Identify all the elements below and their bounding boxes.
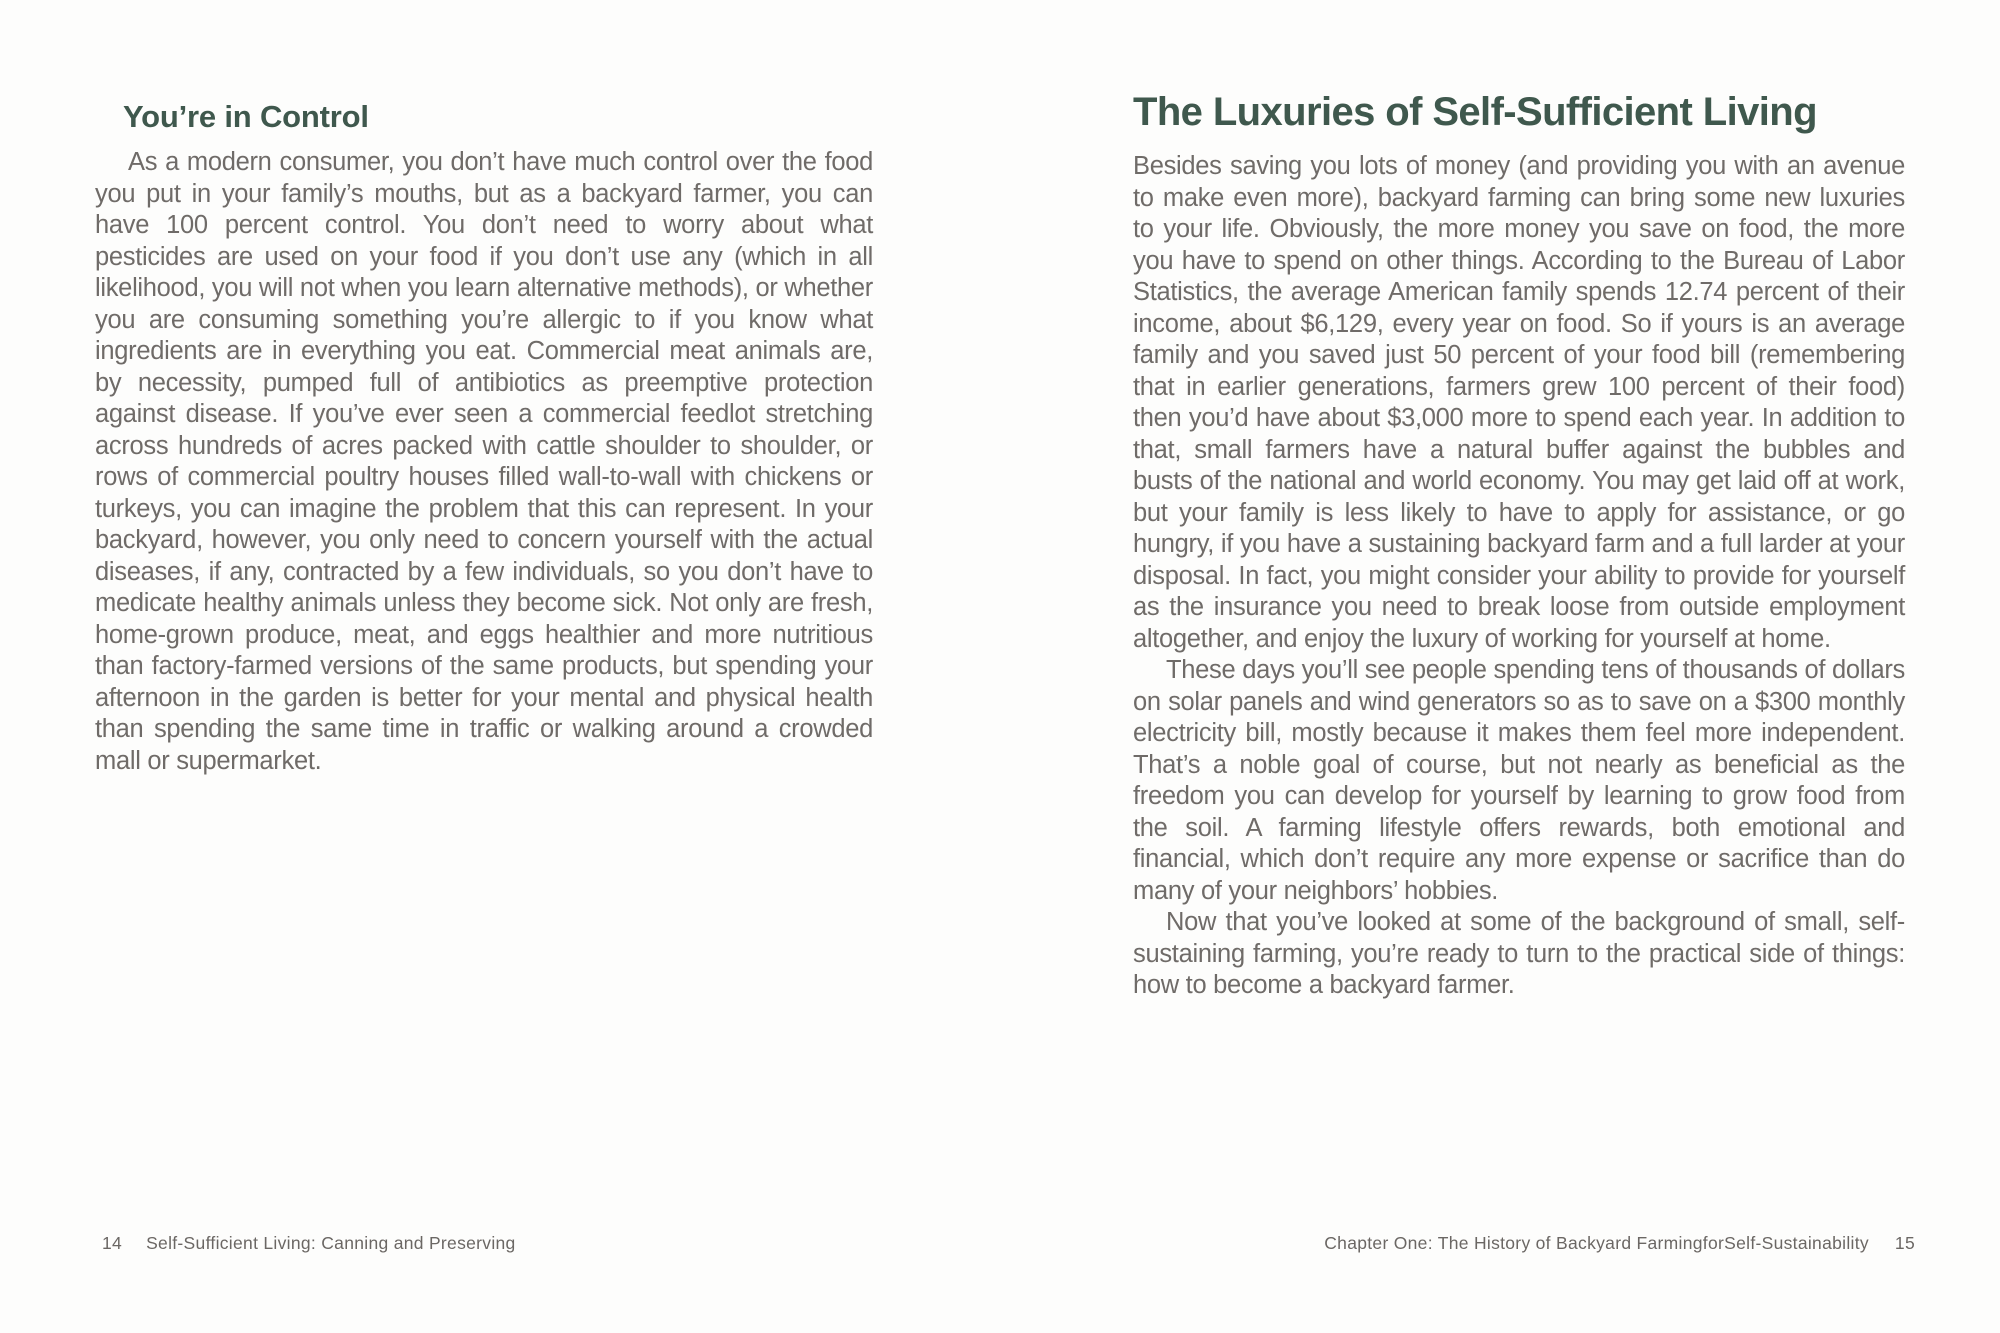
- running-footer-title: Chapter One: The History of Backyard FarmingforSelf-Sustainability: [1324, 1233, 1869, 1253]
- chapter-heading: The Luxuries of Self-Sufficient Living: [1133, 90, 1817, 134]
- body-paragraph: As a modern consumer, you don’t have much control over the food you put in your family’s mouths, but as a backyard farmer, you can have 100 percent control. You don’t need to worry about what pesticides are used on your food if you don’t use any (which in all likelihood, you will not when you learn alternative methods), or whether you are consuming something you’re allergic to if you know what ingredients are in everything you eat. Commercial meat animals are, by necessity, pumped full of antibiotics as preemptive protection against disease. If you’ve ever seen a commercial feedlot stretching across hundreds of acres packed with cattle shoulder to shoulder, or rows of commercial poultry houses filled wall-to-wall with chickens or turkeys, you can imagine the problem that this can represent. In your backyard, however, you only need to concern yourself with the actual diseases, if any, contracted by a few individuals, so you don’t have to medicate healthy animals unless they become sick. Not only are fresh, home-grown produce, meat, and eggs healthier and more nutritious than factory-farmed versions of the same products, but spending your afternoon in the garden is better for your mental and physical health than spending the same time in traffic or walking around a crowded mall or supermarket.: [95, 148, 873, 775]
- left-page-footer: [102, 1233, 516, 1254]
- right-page-footer: [1324, 1233, 1915, 1254]
- section-heading: You’re in Control: [123, 99, 369, 134]
- page-number: 15: [1894, 1233, 1915, 1253]
- body-paragraph: Besides saving you lots of money (and providing you with an avenue to make even more), backyard farming can bring some new luxuries to your life. Obviously, the more money you save on food, the more you have to spend on other things. According to the Bureau of Labor Statistics, the average American family spends 12.74 percent of their income, about $6,129, every year on food. So if yours is an average family and you saved just 50 percent of your food bill (remembering that in earlier generations, farmers grew 100 percent of their food) then you’d have about $3,000 more to spend each year. In addition to that, small farmers have a natural buffer against the bubbles and busts of the national and world economy. You may get laid off at work, but your family is less likely to have to apply for assistance, or go hungry, if you have a sustaining backyard farm and a full larder at your disposal. In fact, you might consider your ability to provide for yourself as the insurance you need to break loose from outside employment altogether, and enjoy the luxury of working for yourself at home.: [1133, 152, 1905, 653]
- page-number: 14: [102, 1233, 123, 1253]
- body-paragraph: Now that you’ve looked at some of the background of small, self-sustaining farming, you’re ready to turn to the practical side of things: how to become a backyard farmer.: [1133, 908, 1905, 999]
- right-page: [1133, 90, 1905, 1002]
- running-footer-title: Self-Sufficient Living: Canning and Preserving: [146, 1233, 516, 1253]
- left-page: [95, 99, 873, 777]
- body-paragraph: These days you’ll see people spending tens of thousands of dollars on solar panels and wind generators so as to save on a $300 monthly electricity bill, mostly because it makes them feel more independent. That’s a noble goal of course, but not nearly as beneficial as the freedom you can develop for yourself by learning to grow food from the soil. A farming lifestyle offers rewards, both emotional and financial, which don’t require any more expense or sacrifice than do many of your neighbors’ hobbies.: [1133, 656, 1905, 905]
